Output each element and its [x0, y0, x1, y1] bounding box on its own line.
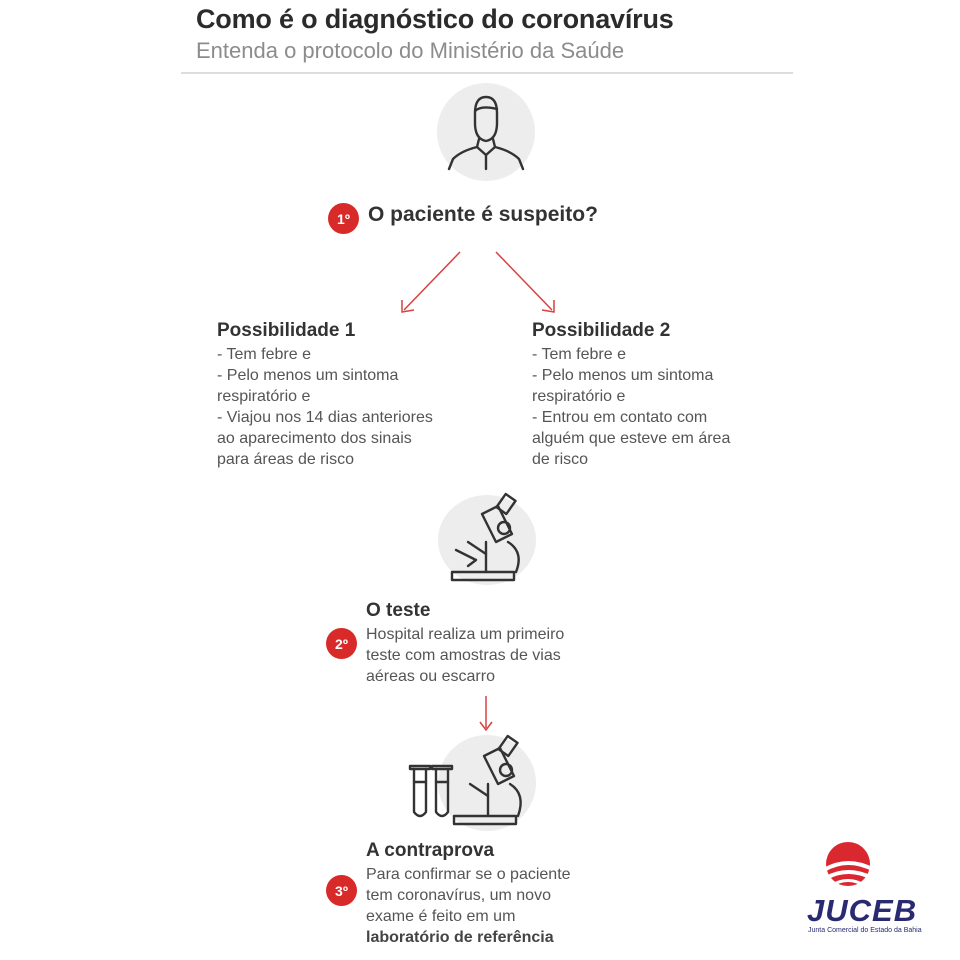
possibility1-title: Possibilidade 1: [217, 320, 356, 341]
possibility2-line: - Pelo menos um sintoma: [532, 367, 714, 384]
step3-line: laboratório de referência: [366, 929, 554, 946]
possibility2-line: de risco: [532, 451, 589, 468]
header-divider: [181, 72, 793, 74]
step3-title: A contraprova: [366, 840, 495, 861]
step3-text: [366, 864, 571, 948]
possibility2-line: - Entrou em contato com: [532, 409, 708, 426]
possibility2-title: Possibilidade 2: [532, 320, 671, 341]
possibility1-line: - Viajou nos 14 dias anteriores: [217, 409, 433, 426]
lab-icon: [404, 728, 544, 836]
possibility1-line: ao aparecimento dos sinais: [217, 430, 412, 447]
step2-badge: 2º: [326, 628, 357, 659]
possibility2-line: alguém que esteve em área: [532, 430, 731, 447]
step2-line: aéreas ou escarro: [366, 668, 495, 685]
juceb-logo-caption: Junta Comercial do Estado da Bahia: [808, 927, 922, 934]
juceb-logo-text: JUCEB: [807, 893, 918, 928]
possibility1-line: - Tem febre e: [217, 346, 311, 363]
step2-line: teste com amostras de vias: [366, 647, 561, 664]
possibility2-line: respiratório e: [532, 388, 626, 405]
step2-text: [366, 624, 564, 687]
branch-arrows: [380, 240, 580, 330]
arrow-left-line: [404, 252, 460, 310]
step2-line: Hospital realiza um primeiro: [366, 626, 565, 643]
possibility2-line: - Tem febre e: [532, 346, 626, 363]
step2-title: O teste: [366, 600, 431, 621]
step1-question: O paciente é suspeito?: [368, 203, 598, 226]
juceb-logo-mark: [818, 840, 878, 896]
step3-line: tem coronavírus, um novo: [366, 887, 551, 904]
possibility1-line: respiratório e: [217, 388, 311, 405]
microscope-icon: [438, 488, 538, 588]
step1-badge: 1º: [328, 203, 359, 234]
page-subtitle: Entenda o protocolo do Ministério da Saúde: [196, 38, 625, 63]
possibility1-line: para áreas de risco: [217, 451, 354, 468]
possibility1-block: [217, 320, 433, 470]
step3-line: exame é feito em um: [366, 908, 516, 925]
possibility2-block: [532, 320, 730, 470]
possibility1-line: - Pelo menos um sintoma: [217, 367, 399, 384]
patient-icon: [437, 83, 535, 181]
page-title: Como é o diagnóstico do coronavírus: [196, 4, 674, 34]
arrow-right-line: [496, 252, 552, 310]
step3-line: Para confirmar se o paciente: [366, 866, 571, 883]
step3-badge: 3º: [326, 875, 357, 906]
